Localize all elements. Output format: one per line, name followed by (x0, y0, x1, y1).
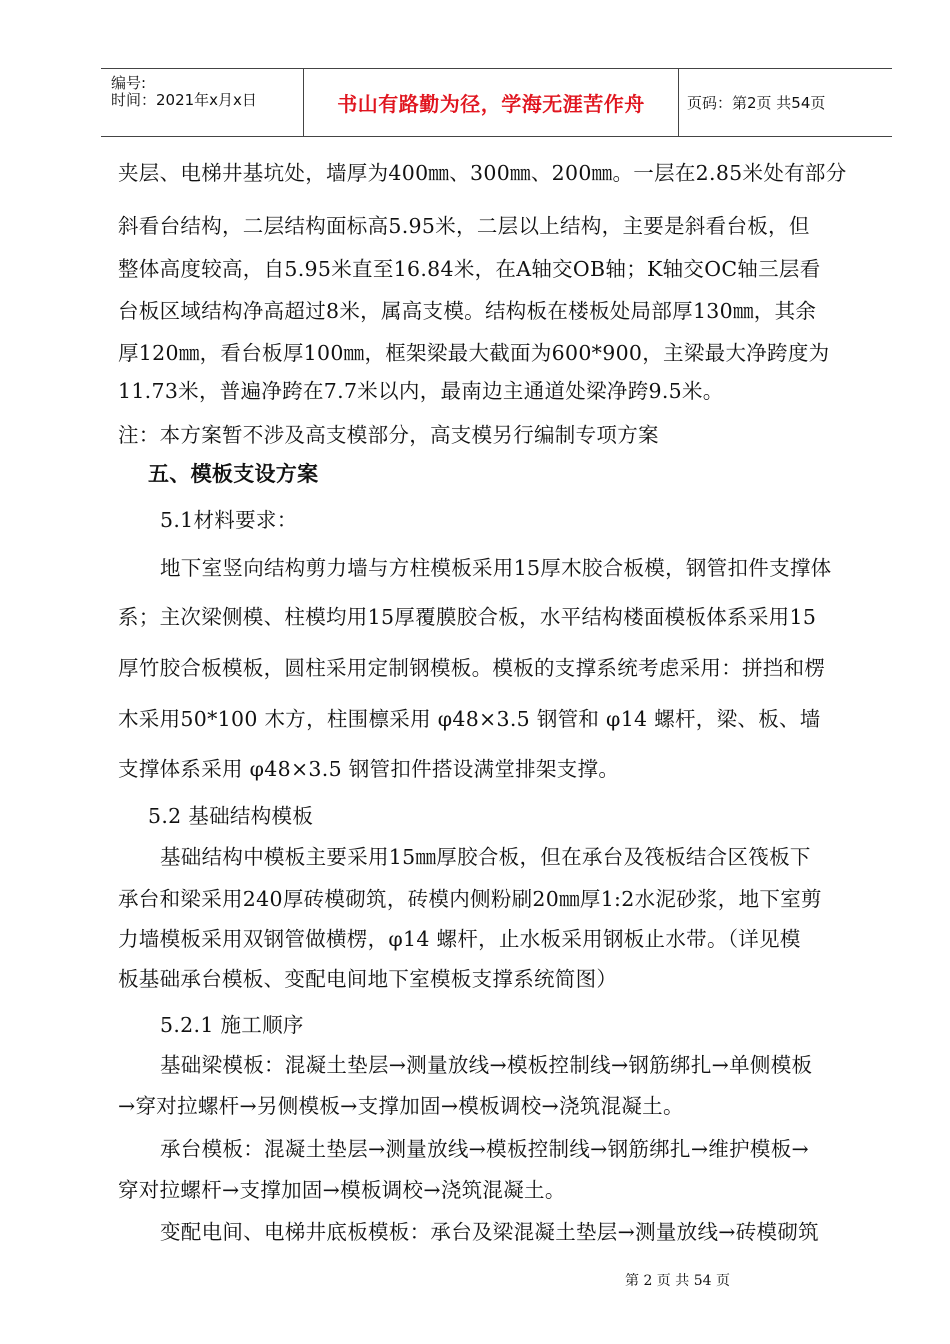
serial-label: 编号: (111, 74, 147, 92)
body-line: 夹层、电梯井基坑处，墙厚为400㎜、300㎜、200㎜。一层在2.85米处有部分 (118, 161, 847, 185)
body-line: 厚120㎜，看台板厚100㎜，框架梁最大截面为600*900，主梁最大净跨度为 (118, 341, 830, 365)
header-motto-cell (304, 69, 679, 136)
section-heading: 五、模板支设方案 (148, 462, 319, 486)
body-line: →穿对拉螺杆→另侧模板→支撑加固→模板调校→浇筑混凝土。 (118, 1094, 684, 1118)
body-line: 台板区域结构净高超过8米，属高支模。结构板在楼板处局部厚130㎜，其余 (118, 299, 817, 323)
body-line: 11.73米，普遍净跨在7.7米以内，最南边主通道处梁净跨9.5米。 (118, 379, 724, 403)
subsection-heading: 5.2 基础结构模板 (148, 804, 314, 828)
body-line: 力墙模板采用双钢管做横楞，φ14 螺杆，止水板采用钢板止水带。（详见模 (118, 927, 801, 951)
body-line: 穿对拉螺杆→支撑加固→模板调校→浇筑混凝土。 (118, 1178, 566, 1202)
page-header (101, 68, 892, 137)
body-line: 厚竹胶合板模板，圆柱采用定制钢模板。模板的支撑系统考虑采用：拼挡和楞 (118, 656, 826, 680)
body-line: 整体高度较高，自5.95米直至16.84米，在A轴交OB轴；K轴交OC轴三层看 (118, 257, 821, 281)
subsection-heading: 5.1材料要求： (160, 508, 298, 532)
header-meta-cell (101, 69, 304, 136)
body-line: 地下室竖向结构剪力墙与方柱模板采用15厚木胶合板模，钢管扣件支撑体 (160, 556, 832, 580)
body-line: 系；主次梁侧模、柱模均用15厚覆膜胶合板，水平结构楼面模板体系采用15 (118, 605, 817, 629)
body-line: 承台和梁采用240厚砖模砌筑，砖模内侧粉刷20㎜厚1:2水泥砂浆，地下室剪 (118, 887, 822, 911)
body-line: 板基础承台模板、变配电间地下室模板支撑系统简图） (118, 967, 618, 991)
note-line: 注：本方案暂不涉及高支模部分，高支模另行编制专项方案 (118, 423, 659, 447)
body-line: 支撑体系采用 φ48×3.5 钢管扣件搭设满堂排架支撑。 (118, 757, 620, 781)
header-page-cell (679, 69, 892, 136)
body-line: 木采用50*100 木方，柱围檩采用 φ48×3.5 钢管和 φ14 螺杆，梁、板、墙 (118, 707, 821, 731)
motto-text: 书山有路勤为径，学海无涯苦作舟 (337, 92, 645, 116)
subsection-heading: 5.2.1 施工顺序 (160, 1013, 304, 1037)
body-line: 基础梁模板：混凝土垫层→测量放线→模板控制线→钢筋绑扎→单侧模板 (160, 1053, 813, 1077)
page-footer: 第 2 页 共 54 页 (625, 1273, 730, 1289)
body-line: 斜看台结构，二层结构面标高5.95米，二层以上结构，主要是斜看台板，但 (118, 214, 810, 238)
page-info: 页码：第2页 共54页 (687, 94, 826, 112)
time-label: 时间：2021年x月x日 (111, 91, 257, 109)
body-line: 承台模板：混凝土垫层→测量放线→模板控制线→钢筋绑扎→维护模板→ (160, 1137, 809, 1161)
body-line: 基础结构中模板主要采用15㎜厚胶合板，但在承台及筏板结合区筏板下 (160, 845, 811, 869)
body-line: 变配电间、电梯井底板模板：承台及梁混凝土垫层→测量放线→砖模砌筑 (160, 1220, 819, 1244)
